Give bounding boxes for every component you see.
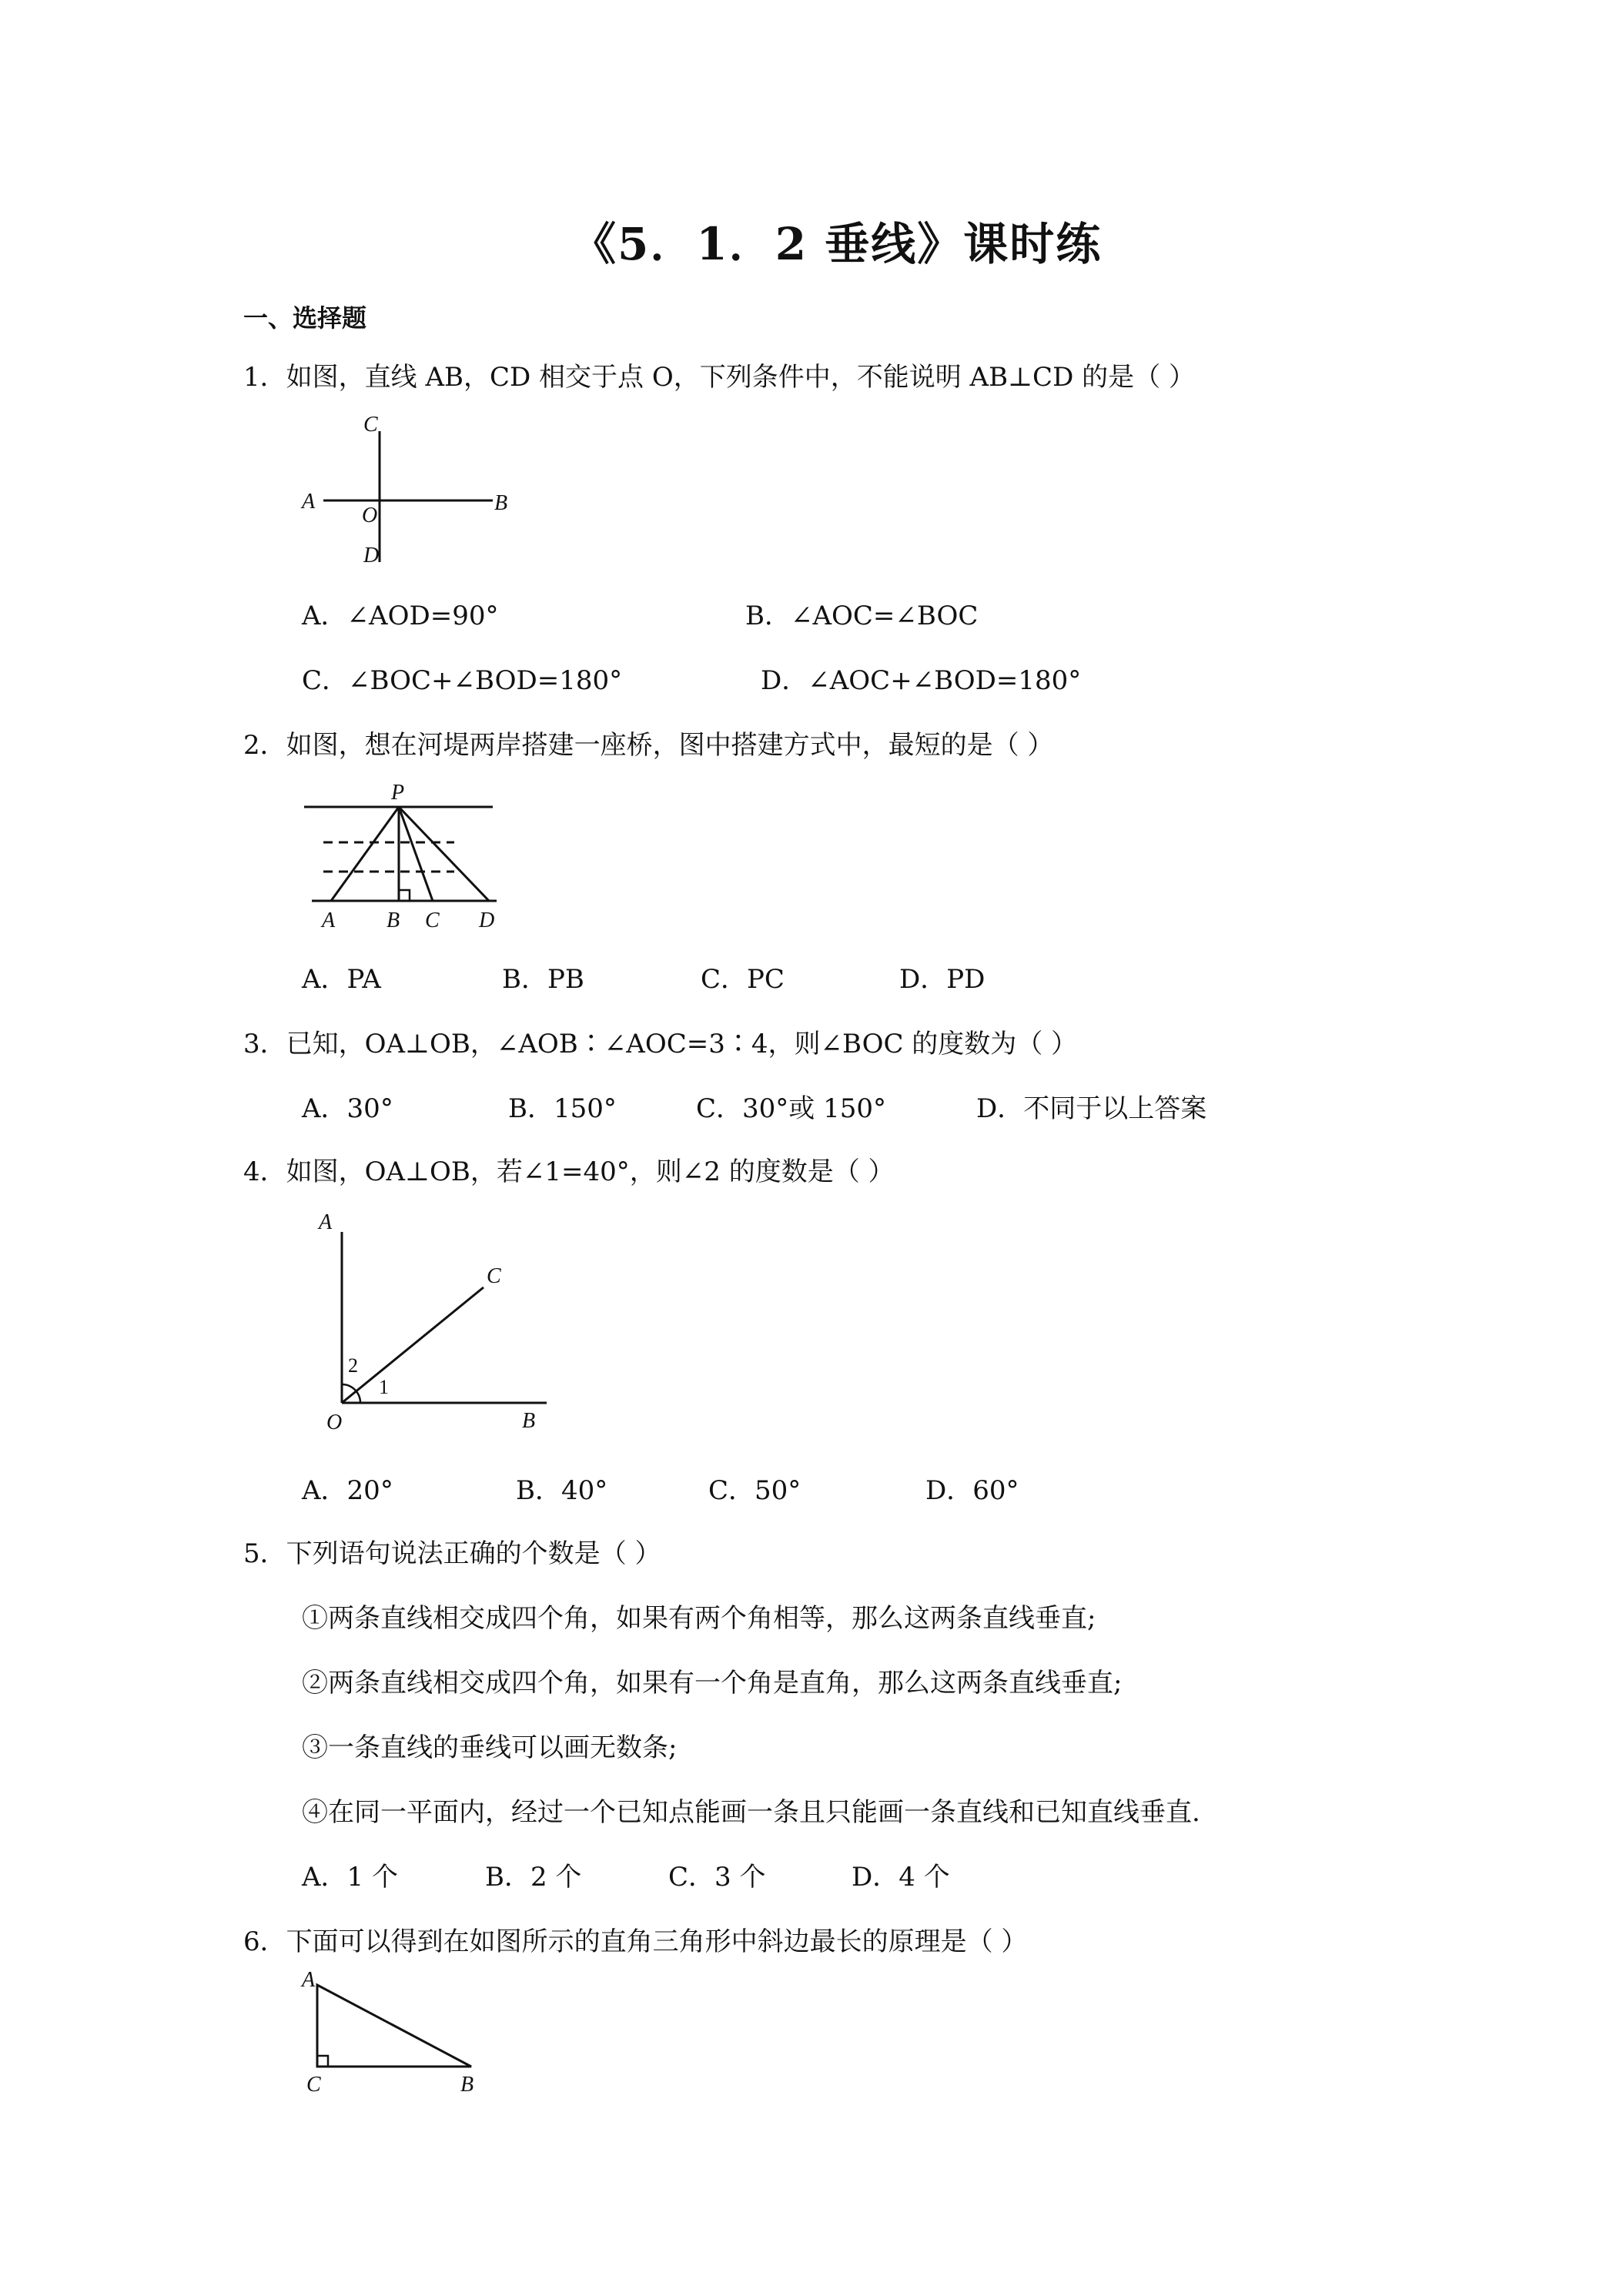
question-3-option-a: A．30°: [302, 1093, 393, 1124]
question-1-figure: [293, 408, 524, 570]
question-4-figure: [308, 1201, 562, 1432]
question-3-option-c: C．30°或 150°: [696, 1093, 886, 1124]
question-2-option-b: B．PB: [502, 964, 584, 995]
label-b: B: [494, 491, 508, 515]
question-4-stem: 4．如图，OA⊥OB，若∠1=40°，则∠2 的度数是（ ）: [243, 1156, 895, 1187]
question-4-option-b: B．40°: [516, 1475, 608, 1506]
ray-oc: [342, 1287, 484, 1403]
question-4-option-c: C．50°: [708, 1475, 801, 1506]
question-1-option-b: B．∠AOC=∠BOC: [745, 601, 979, 631]
question-1-option-d: D．∠AOC+∠BOD=180°: [761, 665, 1082, 696]
segment-pa: [331, 807, 399, 901]
question-5-option-d: D．4 个: [852, 1862, 950, 1893]
label-d: D: [479, 909, 495, 932]
label-o: O: [362, 504, 378, 527]
question-3-option-b: B．150°: [508, 1093, 617, 1124]
label-b: B: [460, 2073, 474, 2097]
section-heading: 一、选择题: [243, 303, 367, 333]
question-6-figure: [300, 1968, 485, 2099]
question-5-option-b: B．2 个: [485, 1862, 582, 1893]
label-a: A: [302, 490, 316, 514]
right-triangle: [317, 1985, 471, 2067]
label-angle-1: 1: [379, 1376, 389, 1398]
question-4-option-a: A．20°: [302, 1475, 393, 1506]
question-1-option-c: C．∠BOC+∠BOD=180°: [302, 665, 623, 696]
question-5-statement-4: ④在同一平面内，经过一个已知点能画一条且只能画一条直线和已知直线垂直.: [302, 1797, 1200, 1828]
question-5-statement-2: ②两条直线相交成四个角，如果有一个角是直角，那么这两条直线垂直;: [302, 1668, 1123, 1699]
segment-pd: [399, 807, 489, 901]
question-3-option-d: D．不同于以上答案: [976, 1093, 1207, 1124]
question-5-statement-1: ①两条直线相交成四个角，如果有两个角相等，那么这两条直线垂直;: [302, 1603, 1096, 1634]
label-a: A: [322, 909, 336, 932]
label-angle-2: 2: [348, 1354, 358, 1377]
right-angle-mark: [317, 2056, 328, 2067]
question-5-stem: 5．下列语句说法正确的个数是（ ）: [243, 1538, 661, 1569]
question-5-option-c: C．3 个: [668, 1862, 766, 1893]
question-2-option-a: A．PA: [302, 964, 381, 995]
segment-pc: [399, 807, 433, 901]
label-c: C: [306, 2073, 321, 2097]
right-angle-mark: [399, 890, 410, 901]
label-b: B: [387, 909, 400, 932]
label-o: O: [326, 1411, 343, 1434]
label-a: A: [319, 1210, 333, 1234]
question-2-option-d: D．PD: [899, 964, 986, 995]
label-d: D: [363, 544, 380, 567]
label-c: C: [363, 413, 378, 437]
label-c: C: [487, 1264, 501, 1288]
question-2-option-c: C．PC: [701, 964, 785, 995]
question-2-stem: 2．如图，想在河堤两岸搭建一座桥，图中搭建方式中，最短的是（ ）: [243, 730, 1054, 761]
label-a: A: [302, 1968, 316, 1992]
question-1-stem: 1．如图，直线 AB，CD 相交于点 O，下列条件中，不能说明 AB⊥CD 的是（ ）: [243, 362, 1195, 393]
label-b: B: [522, 1409, 536, 1433]
question-5-option-a: A．1 个: [302, 1862, 398, 1893]
label-c: C: [425, 909, 440, 932]
question-6-stem: 6．下面可以得到在如图所示的直角三角形中斜边最长的原理是（ ）: [243, 1926, 1028, 1957]
question-3-stem: 3．已知，OA⊥OB，∠AOB∶∠AOC=3∶4，则∠BOC 的度数为（ ）: [243, 1029, 1078, 1059]
question-1-option-a: A．∠AOD=90°: [302, 601, 499, 631]
question-4-option-d: D．60°: [925, 1475, 1019, 1506]
page-title: 《5．1．2 垂线》课时练: [571, 218, 1103, 270]
label-p: P: [391, 781, 405, 805]
question-5-statement-3: ③一条直线的垂线可以画无数条;: [302, 1732, 678, 1763]
question-2-figure: [300, 778, 508, 932]
